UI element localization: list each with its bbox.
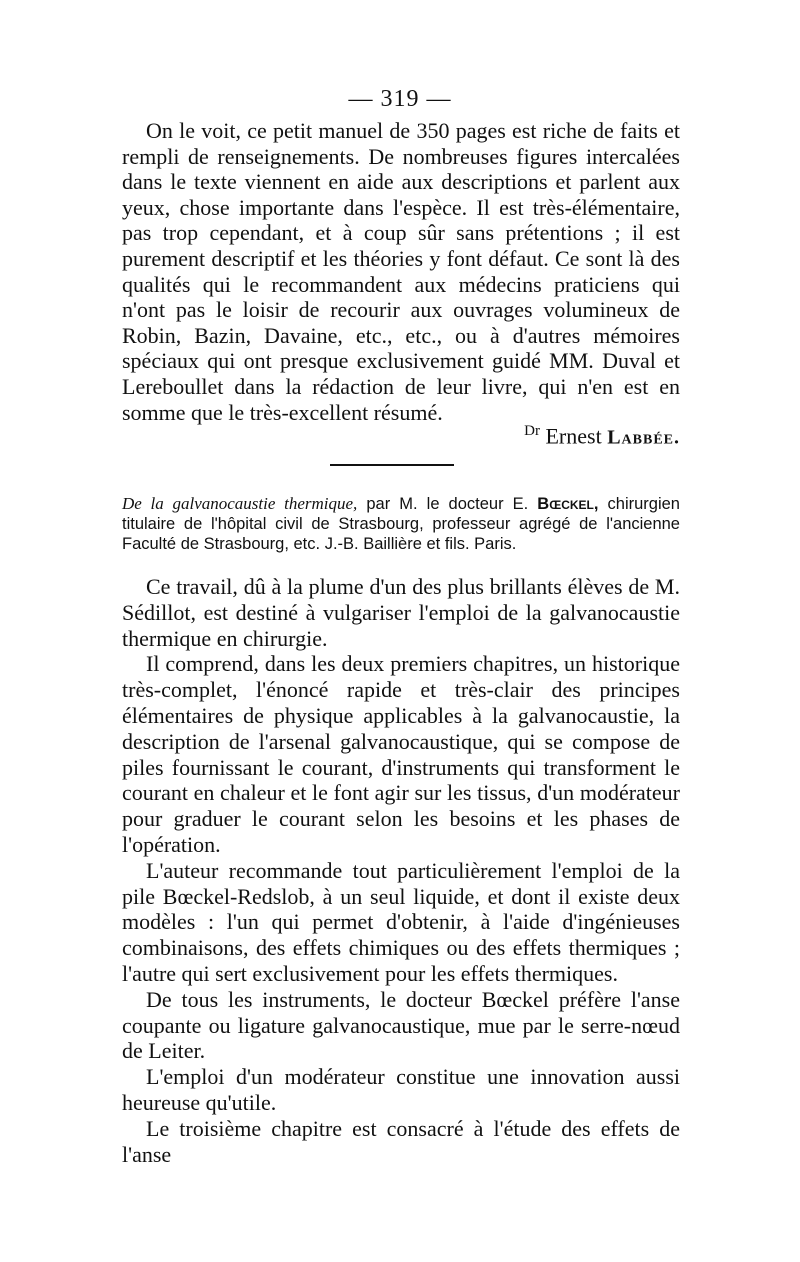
intro-block [122,118,680,425]
work-by: par M. le docteur E. [366,495,529,513]
review-paragraph: De tous les instruments, le docteur Bœckel préfère l'anse coupante ou ligature galvanocaustique, mue par le serre-nœud de Leiter. [122,986,680,1064]
review-body [122,574,680,1167]
review-paragraph: Le troisième chapitre est consacré à l'étude des effets de l'anse [122,1115,680,1167]
signature-first-name: Ernest [545,423,602,449]
review-paragraph: L'auteur recommande tout particulièrement l'emploi de la pile Bœckel-Redslob, à un seul liquide, et dont il existe deux modèles : l'un qui permet d'obtenir, à l'aide d'ingénieuses combinaisons, des effets chimiques ou des effets thermiques ; l'autre qui sert exclusivement pour les effets thermiques. [122,857,680,986]
signature-title: Dr [524,423,540,439]
section-divider [330,464,454,466]
work-details: chirurgien titulaire de l'hôpital civil de Strasbourg, professeur agrégé de l'ancienne Faculté de Strasbourg, etc. J.-B. Baillière et fils. Paris. [122,495,680,553]
review-paragraph: L'emploi d'un modérateur constitue une innovation aussi heureuse qu'utile. [122,1064,680,1115]
work-author: Bœckel, [537,495,599,513]
review-paragraph: Ce travail, dû à la plume d'un des plus brillants élèves de M. Sédillot, est destiné à vulgariser l'emploi de la galvanocaustie thermique en chirurgie. [122,574,680,651]
work-title: De la galvanocaustie thermique, [122,494,358,513]
review-paragraph: Il comprend, dans les deux premiers chapitres, un historique très-complet, l'énoncé rapide et très-clair des principes élémentaires de physique applicables à la galvanocaustie, la description de l'arsenal galvanocaustique, qui se compose de piles fournissant le courant, d'instruments qui transforment le courant en chaleur et le font agir sur les tissus, d'un modérateur pour graduer le courant selon les besoins et les phases de l'opération. [122,651,680,857]
intro-paragraph: On le voit, ce petit manuel de 350 pages est riche de faits et rempli de renseignements. De nombreuses figures intercalées dans le texte viennent en aide aux descriptions et parlent aux yeux, chose importante dans l'espèce. Il est très-élémentaire, pas trop cependant, et à coup sûr sans prétentions ; il est purement descriptif et les théories y font défaut. Ce sont là des qualités qui le recommandent aux médecins praticiens qui n'ont pas le loisir de recourir aux ouvrages volumineux de Robin, Bazin, Davaine, etc., etc., ou à d'autres mémoires spéciaux qui ont presque exclusivement guidé MM. Duval et Lereboullet dans la rédaction de leur livre, qui n'en est en somme que le très-excellent résumé. [122,118,680,425]
page-number: — 319 — [348,86,452,112]
bibliography-entry [122,494,680,554]
signature [524,423,680,449]
signature-last-name: Labbée. [607,426,680,449]
